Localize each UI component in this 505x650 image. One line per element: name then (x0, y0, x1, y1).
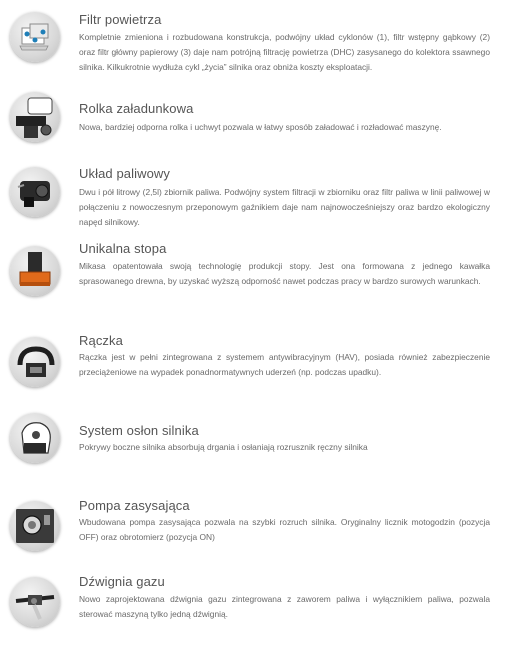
feature-description: Pokrywy boczne silnika absorbują drgania i osłaniają rozrusznik ręczny silnika (79, 442, 368, 452)
feature-description: Rączka jest w pełni zintegrowana z systemem antywibracyjnym (HAV), posiada również zabezpieczenie przeciążeniowe na wypadek ponadnormatywnych uderzeń (np. podczas upadku). (79, 352, 490, 377)
air-filter-icon (10, 12, 60, 62)
feature-title: Dźwignia gazu (79, 574, 165, 589)
loading-roller-icon (10, 92, 60, 142)
feature-description: Wbudowana pompa zasysająca pozwala na szybki rozruch silnika. Oryginalny licznik motogodzin (pozycja OFF) oraz obrotomierz (pozycja ON) (79, 517, 490, 542)
feature-title: Unikalna stopa (79, 241, 167, 256)
feature-description: Mikasa opatentowała swoją technologię produkcji stopy. Jest ona formowana z jednego kawałka sprasowanego drewna, by uzyskać wyższą odporność nawet podczas pracy w bardzo surowych warunkach. (79, 261, 490, 286)
feature-description: Nowa, bardziej odporna rolka i uchwyt pozwala w łatwy sposób załadować i rozładować maszynę. (79, 122, 442, 132)
feature-title: Rączka (79, 333, 123, 348)
engine-cover-icon (10, 413, 60, 463)
rammer-foot-icon (10, 246, 60, 296)
feature-description: Dwu i pół litrowy (2,5l) zbiornik paliwa. Podwójny system filtracji w zbiorniku oraz filtr paliwa w linii paliwowej w połączeniu z nowoczesnym przeponowym gaźnikiem daje nam najnowocześniejszy oraz bardzo ekologiczny napęd silnikowy. (79, 187, 490, 227)
feature-title: Rolka załadunkowa (79, 101, 194, 116)
fuel-system-icon (10, 167, 60, 217)
feature-title: Pompa zasysająca (79, 498, 190, 513)
feature-title: Układ paliwowy (79, 166, 170, 181)
throttle-lever-icon (10, 577, 60, 627)
feature-description: Kompletnie zmieniona i rozbudowana konstrukcja, podwójny układ cyklonów (1), filtr wstępny gąbkowy (2) oraz filtr główny papierowy (3) daje nam potrójną filtrację powietrza (DHC) zasysanego do kolektora ssawnego silnika. Kilkukrotnie wydłuża cykl „życia” silnika oraz obniża koszty eksploatacji. (79, 32, 490, 72)
handle-icon (10, 337, 60, 387)
feature-description: Nowo zaprojektowana dźwignia gazu zintegrowana z zaworem paliwa i wyłącznikiem paliwa, pozwala sterować maszyną tylko jedną dźwignią. (79, 594, 490, 619)
feature-title: System osłon silnika (79, 423, 199, 438)
feature-title: Filtr powietrza (79, 12, 162, 27)
primer-pump-icon (10, 501, 60, 551)
